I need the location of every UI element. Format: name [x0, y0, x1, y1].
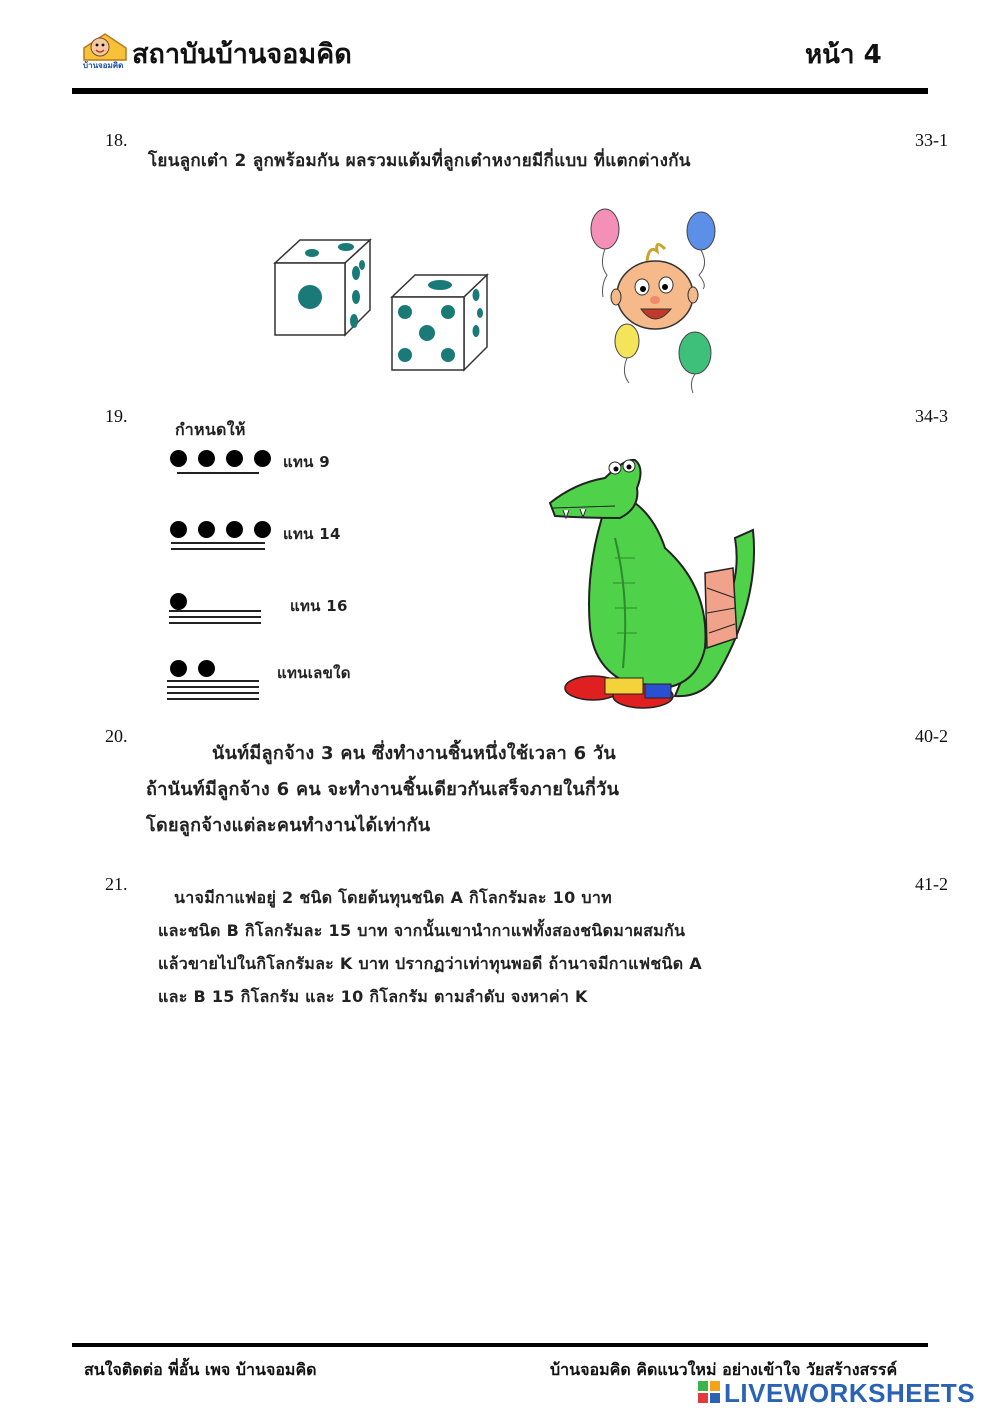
dot [198, 660, 215, 677]
bar [169, 616, 261, 618]
crocodile-illustration [545, 448, 760, 713]
svg-text:บ้านจอมคิด: บ้านจอมคิด [83, 61, 124, 70]
question-20-number: 20. [105, 726, 128, 746]
question-21-line-2: และชนิด B กิโลกรัมละ 15 บาท จากนั้นเขานำกาแฟทั้งสองชนิดมาผสมกัน [158, 921, 686, 940]
question-18-text: โยนลูกเต๋า 2 ลูกพร้อมกัน ผลรวมแต้มที่ลูกเต๋าหงายมีกี่แบบ ที่แตกต่างกัน [148, 151, 691, 171]
bar [167, 692, 259, 694]
liveworksheets-logo-icon [698, 1381, 720, 1403]
question-19-given: กำหนดให้ [175, 420, 246, 439]
logo [80, 30, 130, 70]
dot [170, 521, 187, 538]
bar [167, 698, 259, 700]
question-21-line-3: แล้วขายไปในกิโลกรัมละ K บาท ปรากฏว่าเท่าทุนพอดี ถ้านาจมีกาแฟชนิด A [158, 954, 702, 973]
bar [167, 680, 259, 682]
question-21-line-1: นาจมีกาแฟอยู่ 2 ชนิด โดยต้นทุนชนิด A กิโลกรัมละ 10 บาท [174, 888, 612, 907]
bar [167, 686, 259, 688]
page-number: หน้า 4 [805, 40, 882, 70]
question-18-number: 18. [105, 130, 128, 150]
liveworksheets-watermark[interactable]: LIVEWORKSHEETS [724, 1378, 976, 1408]
bar [169, 622, 261, 624]
row-label: แทน 16 [290, 597, 348, 615]
row-label: แทน 14 [283, 525, 341, 543]
question-18-code: 33-1 [915, 130, 948, 150]
question-19-number: 19. [105, 406, 128, 426]
question-20-line-1: นันท์มีลูกจ้าง 3 คน ซึ่งทำงานชิ้นหนึ่งใช้เวลา 6 วัน [212, 743, 617, 764]
footer-divider [72, 1343, 928, 1347]
bar [171, 548, 265, 550]
question-21-line-4: และ B 15 กิโลกรัม และ 10 กิโลกรัม ตามลำดับ จงหาค่า K [158, 987, 588, 1006]
mayan-row-2 [165, 519, 365, 555]
header-divider [72, 88, 928, 94]
dot [254, 450, 271, 467]
dot [170, 450, 187, 467]
question-20-line-2: ถ้านันท์มีลูกจ้าง 6 คน จะทำงานชิ้นเดียวกันเสร็จภายในกี่วัน [146, 779, 620, 800]
dot [198, 450, 215, 467]
institute-title: สถาบันบ้านจอมคิด [132, 39, 352, 70]
footer-slogan: บ้านจอมคิด คิดแนวใหม่ อย่างเข้าใจ วัยสร้างสรรค์ [550, 1360, 898, 1379]
dot [226, 450, 243, 467]
question-20-line-3: โดยลูกจ้างแต่ละคนทำงานได้เท่ากัน [146, 815, 431, 836]
question-20-code: 40-2 [915, 726, 948, 746]
dot [170, 593, 187, 610]
row-label: แทน 9 [283, 453, 330, 471]
footer-contact: สนใจติดต่อ พี่อั้น เพจ บ้านจอมคิด [84, 1360, 317, 1379]
question-19-code: 34-3 [915, 406, 948, 426]
dot [198, 521, 215, 538]
bar [169, 610, 261, 612]
bar [177, 472, 259, 474]
dice-illustration [270, 235, 495, 375]
dot [226, 521, 243, 538]
question-21-number: 21. [105, 874, 128, 894]
dot [170, 660, 187, 677]
baby-balloons-illustration [585, 205, 725, 395]
mayan-row-3 [165, 591, 365, 631]
row-label: แทนเลขใด [277, 664, 351, 682]
mayan-row-4 [165, 658, 375, 704]
dot [254, 521, 271, 538]
bar [171, 542, 265, 544]
mayan-row-1 [165, 448, 365, 478]
question-21-code: 41-2 [915, 874, 948, 894]
